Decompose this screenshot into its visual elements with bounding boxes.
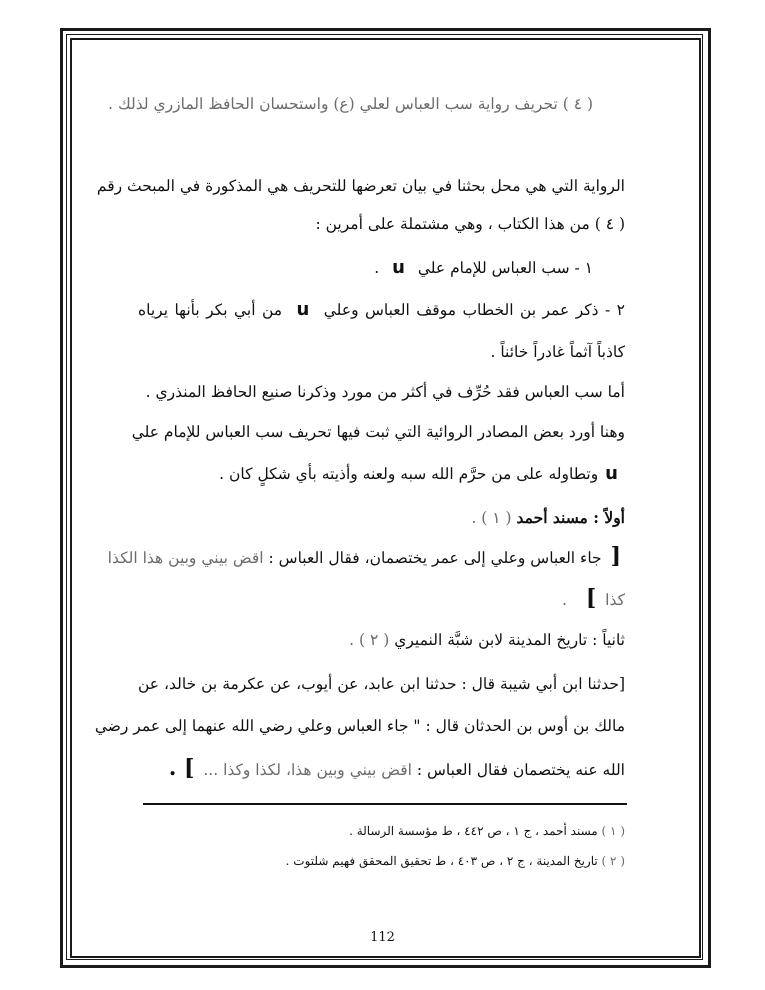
- list-item-1: [374, 256, 593, 280]
- list-item-2-text-a: ٢ - ذكر عمر بن الخطاب موقف العباس وعلي: [323, 301, 625, 319]
- source-1-quote-a: جاء العباس وعلي إلى عمر يختصمان، فقال العباس :: [268, 549, 602, 567]
- source-2-line-2: مالك بن أوس بن الحدثان قال : " جاء العباس وعلي رضي الله عنهما إلى عمر رضي: [94, 717, 625, 735]
- footnote-2-text: تاريخ المدينة ، ج ٢ ، ص ٤٠٣ ، ط تحقيق المحقق فهيم شلتوت .: [285, 854, 598, 868]
- footnote-2: [286, 852, 625, 870]
- paragraph-1-line-1: الرواية التي هي محل بحثنا في بيان تعرضها للتحريف هي المذكورة في المبحث رقم: [96, 177, 625, 195]
- footnote-1-text: مسند أحمد ، ج ١ ، ص ٤٤٢ ، ط مؤسسة الرسالة .: [349, 824, 598, 838]
- source-1-bracket-open: [: [610, 543, 621, 569]
- list-item-2-line-2: كاذباً آثماً غادراً خائناً .: [490, 343, 625, 361]
- u-glyph-icon: u: [296, 299, 310, 320]
- u-glyph-icon: u: [605, 463, 618, 484]
- source-1-title: أولاً : مسند أحمد: [516, 508, 625, 527]
- footnote-2-number: ( ٢ ): [601, 854, 625, 868]
- source-1-bracket-close: ]: [585, 585, 597, 611]
- list-item-1-text: ١ - سب العباس للإمام علي: [417, 259, 593, 277]
- source-1-quote-end: كذا: [605, 591, 625, 609]
- source-1-footnote-ref: ( ١ ) .: [471, 509, 512, 527]
- page-number: 112: [370, 930, 395, 945]
- footnote-1: [349, 822, 625, 840]
- source-2-line-3-b: اقض بيني وبين هذا، لكذا وكذا ...: [203, 761, 412, 779]
- list-item-2-text-b: من أبي بكر بأنها يرياه: [138, 301, 283, 319]
- source-1-quote-line-2: [562, 586, 625, 612]
- source-1-quote-b: اقض بيني وبين هذا الكذا: [107, 549, 264, 567]
- list-item-2-line-1: [138, 298, 625, 322]
- source-2-title: ثانياً : تاريخ المدينة لابن شبَّة النميري: [394, 631, 625, 649]
- footnote-1-number: ( ١ ): [601, 824, 625, 838]
- source-2-footnote-ref: ( ٢ ) .: [349, 631, 390, 649]
- source-2-title-line: [349, 628, 625, 652]
- source-2-line-1: [حدثنا ابن أبي شيبة قال : حدثنا ابن عابد، عن أيوب، عن عكرمة بن خالد، عن: [138, 675, 625, 693]
- paragraph-3-line-1: وهنا أورد بعض المصادر الروائية التي ثبت فيها تحريف سب العباس للإمام علي: [131, 423, 625, 441]
- source-2-bracket-close: ] .: [168, 755, 195, 781]
- paragraph-3-line-2-text: وتطاوله على من حرَّم الله سبه ولعنه وأذيته بأي شكلٍ كان .: [219, 465, 599, 483]
- paragraph-3-line-2: [219, 462, 620, 486]
- source-1-tail: .: [561, 591, 567, 609]
- paragraph-1-line-2: ( ٤ ) من هذا الكتاب ، وهي مشتملة على أمرين :: [315, 215, 625, 233]
- section-heading: ( ٤ ) تحريف رواية سب العباس لعلي (ع) واستحسان الحافظ المازري لذلك .: [108, 95, 593, 113]
- source-1-title-line: [471, 506, 625, 530]
- source-1-quote-line-1: [107, 543, 625, 570]
- footnote-divider: [143, 803, 627, 805]
- source-2-line-3: [165, 756, 625, 782]
- list-item-1-end: .: [374, 259, 380, 277]
- u-glyph-icon: u: [392, 257, 405, 278]
- paragraph-2: أما سب العباس فقد حُرِّف في أكثر من مورد وذكرنا صنيع الحافظ المنذري .: [145, 383, 625, 401]
- source-2-line-3-a: الله عنه يختصمان فقال العباس :: [416, 761, 625, 779]
